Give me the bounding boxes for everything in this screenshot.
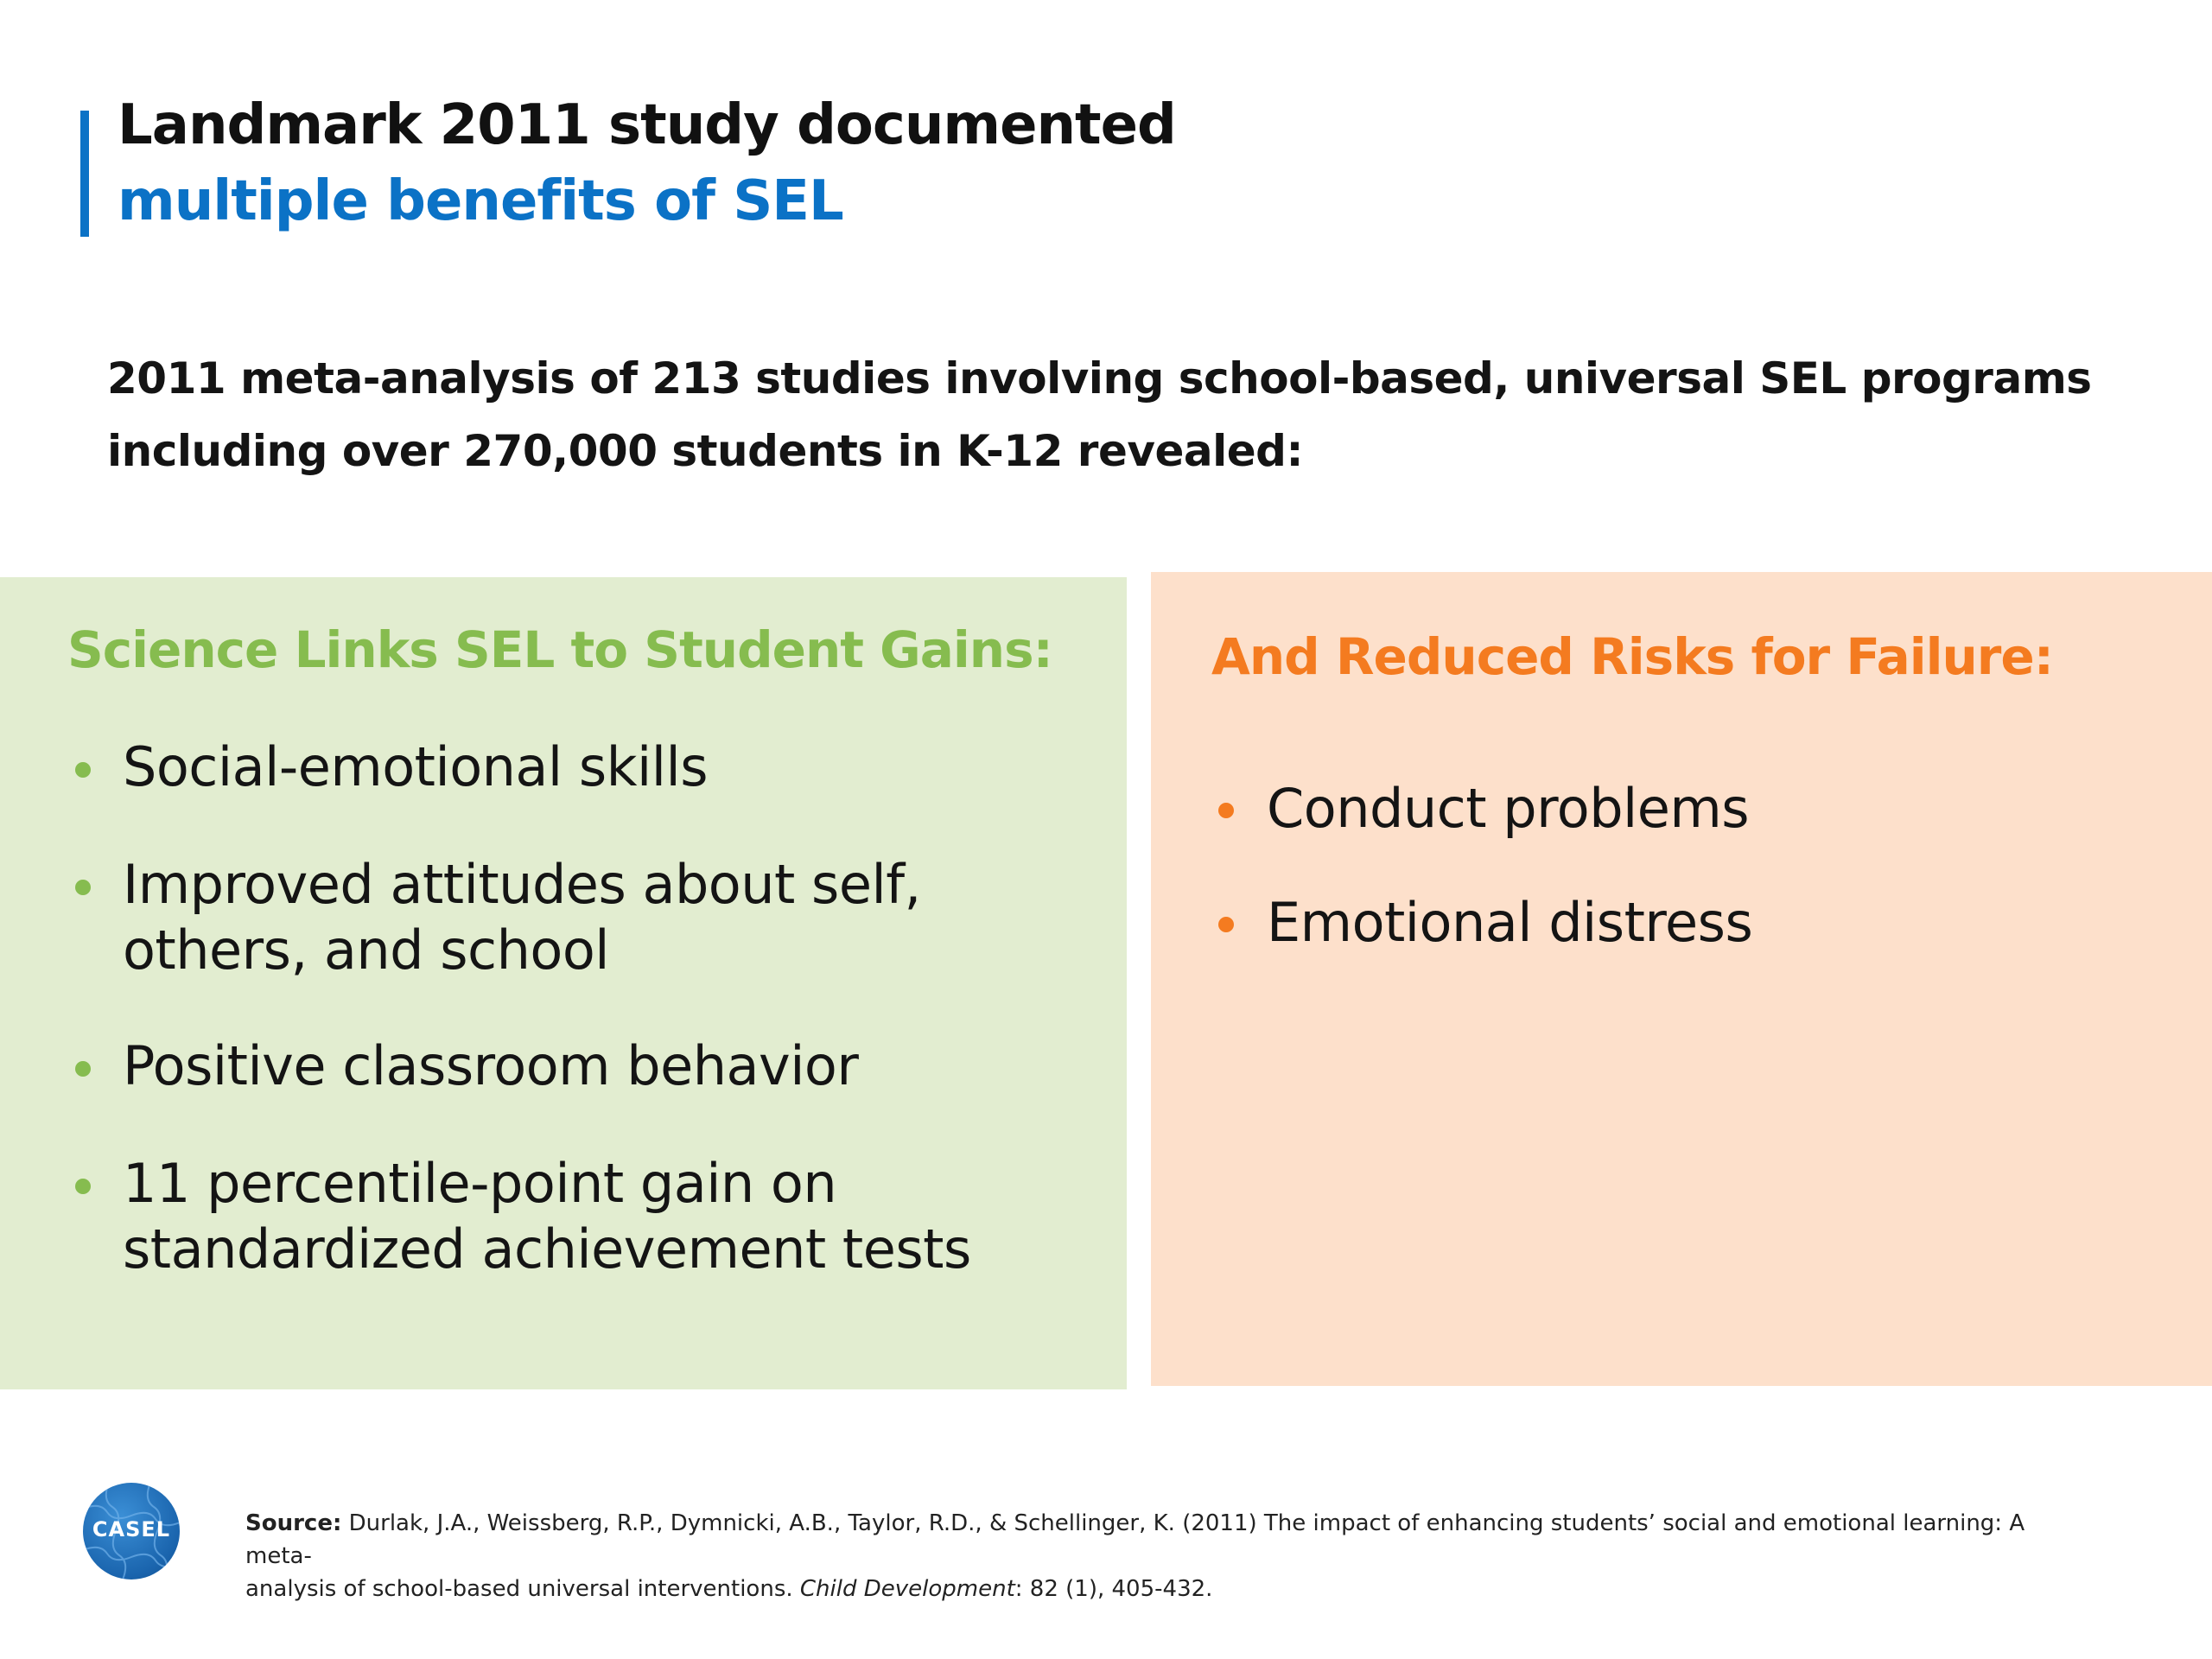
slide-title-line-2: multiple benefits of SEL bbox=[118, 169, 843, 233]
intro-text bbox=[107, 342, 2094, 487]
bullet-dot-icon bbox=[1218, 917, 1234, 932]
list-item bbox=[1267, 776, 1749, 842]
casel-logo bbox=[83, 1483, 180, 1580]
list-item-line-1: Positive classroom behavior bbox=[123, 1034, 859, 1097]
logo-text: CASEL bbox=[92, 1517, 171, 1541]
bullet-dot-icon bbox=[75, 1061, 91, 1077]
list-item-line-1: Emotional distress bbox=[1267, 891, 1753, 954]
list-item bbox=[1267, 890, 1752, 956]
title-accent-bar bbox=[80, 111, 89, 237]
intro-line-1: 2011 meta-analysis of 213 studies involving school-based, universal SEL programs bbox=[107, 353, 2092, 404]
source-journal: Child Development bbox=[799, 1576, 1015, 1602]
bullet-dot-icon bbox=[1218, 803, 1234, 818]
list-item-line-2: standardized achievement tests bbox=[123, 1217, 971, 1281]
source-text-2: analysis of school-based universal interventions. bbox=[245, 1576, 800, 1602]
list-item-line-2: others, and school bbox=[123, 918, 610, 982]
list-item bbox=[123, 1151, 971, 1282]
list-item-line-1: 11 percentile-point gain on bbox=[123, 1152, 837, 1215]
list-item bbox=[123, 1033, 858, 1099]
source-line-2 bbox=[245, 1573, 2094, 1605]
list-item bbox=[123, 852, 921, 983]
source-citation bbox=[245, 1507, 2094, 1605]
bullet-dot-icon bbox=[75, 1179, 91, 1194]
list-item-line-1: Improved attitudes about self, bbox=[123, 853, 921, 916]
reduced-risks-panel bbox=[1151, 572, 2212, 1386]
list-item-line-1: Conduct problems bbox=[1267, 777, 1750, 840]
source-line-1 bbox=[245, 1507, 2094, 1573]
slide-title-line-1: Landmark 2011 study documented bbox=[118, 93, 1176, 157]
source-text-3: : 82 (1), 405-432. bbox=[1014, 1576, 1213, 1602]
student-gains-heading: Science Links SEL to Student Gains: bbox=[67, 620, 1052, 679]
list-item bbox=[123, 734, 708, 800]
intro-line-2: including over 270,000 students in K-12 revealed: bbox=[107, 426, 1303, 476]
bullet-dot-icon bbox=[75, 762, 91, 778]
source-text-1: Durlak, J.A., Weissberg, R.P., Dymnicki, A.B., Taylor, R.D., & Schellinger, K. (2011) The impact of enhancing students’ social and emotional learning: A meta- bbox=[245, 1510, 2025, 1569]
bullet-dot-icon bbox=[75, 880, 91, 895]
source-label: Source: bbox=[245, 1510, 342, 1536]
list-item-line-1: Social-emotional skills bbox=[123, 735, 709, 798]
reduced-risks-heading: And Reduced Risks for Failure: bbox=[1211, 627, 2053, 686]
